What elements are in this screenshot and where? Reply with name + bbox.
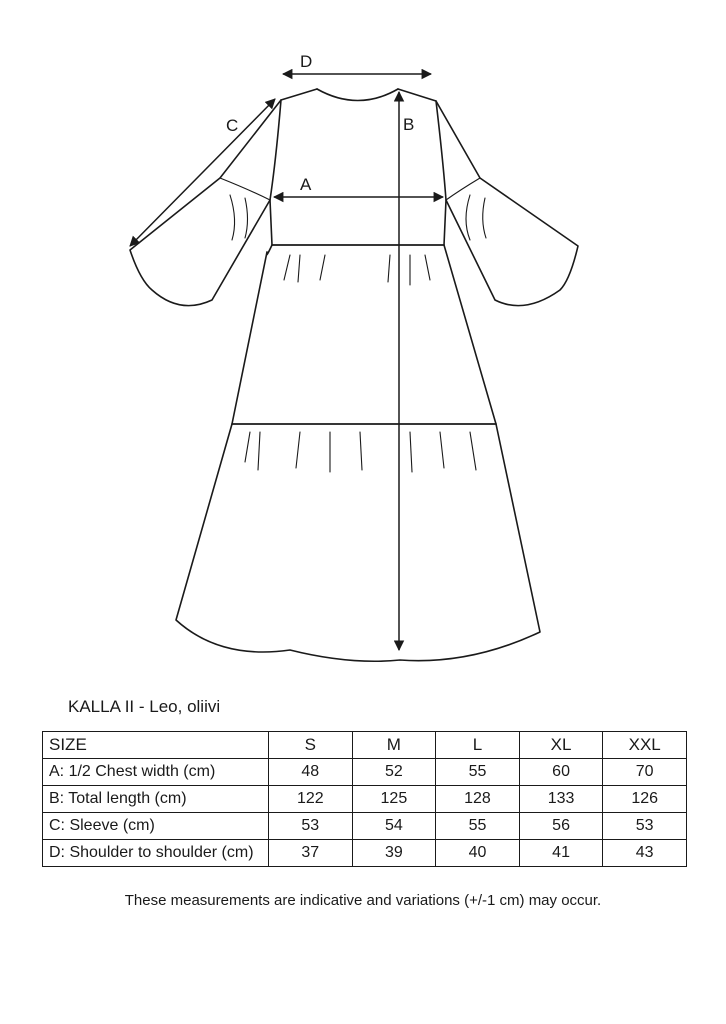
cell: 70 [603,759,687,786]
cell: 39 [352,840,436,867]
dimension-d [283,52,431,74]
row-label: C: Sleeve (cm) [43,813,269,840]
cell: 53 [269,813,353,840]
cell: 126 [603,786,687,813]
row-label: D: Shoulder to shoulder (cm) [43,840,269,867]
cell: 37 [269,840,353,867]
row-label: A: 1/2 Chest width (cm) [43,759,269,786]
cell: 43 [603,840,687,867]
dress-outline [130,89,578,661]
dimension-b [399,92,414,650]
cell: 122 [269,786,353,813]
cell: 56 [519,813,603,840]
dimension-a [274,175,443,197]
header-l: L [436,732,520,759]
cell: 52 [352,759,436,786]
cell: 41 [519,840,603,867]
table-header-row [43,732,687,759]
row-label: B: Total length (cm) [43,786,269,813]
cell: 60 [519,759,603,786]
header-m: M [352,732,436,759]
table-row [43,759,687,786]
header-xxl: XXL [603,732,687,759]
cell: 125 [352,786,436,813]
dimension-b-label: B [403,115,415,134]
cell: 54 [352,813,436,840]
cell: 53 [603,813,687,840]
measurement-disclaimer: These measurements are indicative and variations (+/-1 cm) may occur. [124,892,602,909]
cell: 128 [436,786,520,813]
product-title: KALLA II - Leo, oliivi [68,697,221,716]
dimension-a-label: A [300,175,312,194]
cell: 55 [436,759,520,786]
table-row [43,840,687,867]
dimension-d-label: D [300,52,313,71]
size-chart-table [42,731,687,867]
dimension-c-label: C [226,116,239,135]
dimension-c [130,99,275,246]
table-row [43,813,687,840]
cell: 55 [436,813,520,840]
cell: 48 [269,759,353,786]
header-size: SIZE [43,732,269,759]
header-xl: XL [519,732,603,759]
header-s: S [269,732,353,759]
cell: 40 [436,840,520,867]
table-row [43,786,687,813]
cell: 133 [519,786,603,813]
